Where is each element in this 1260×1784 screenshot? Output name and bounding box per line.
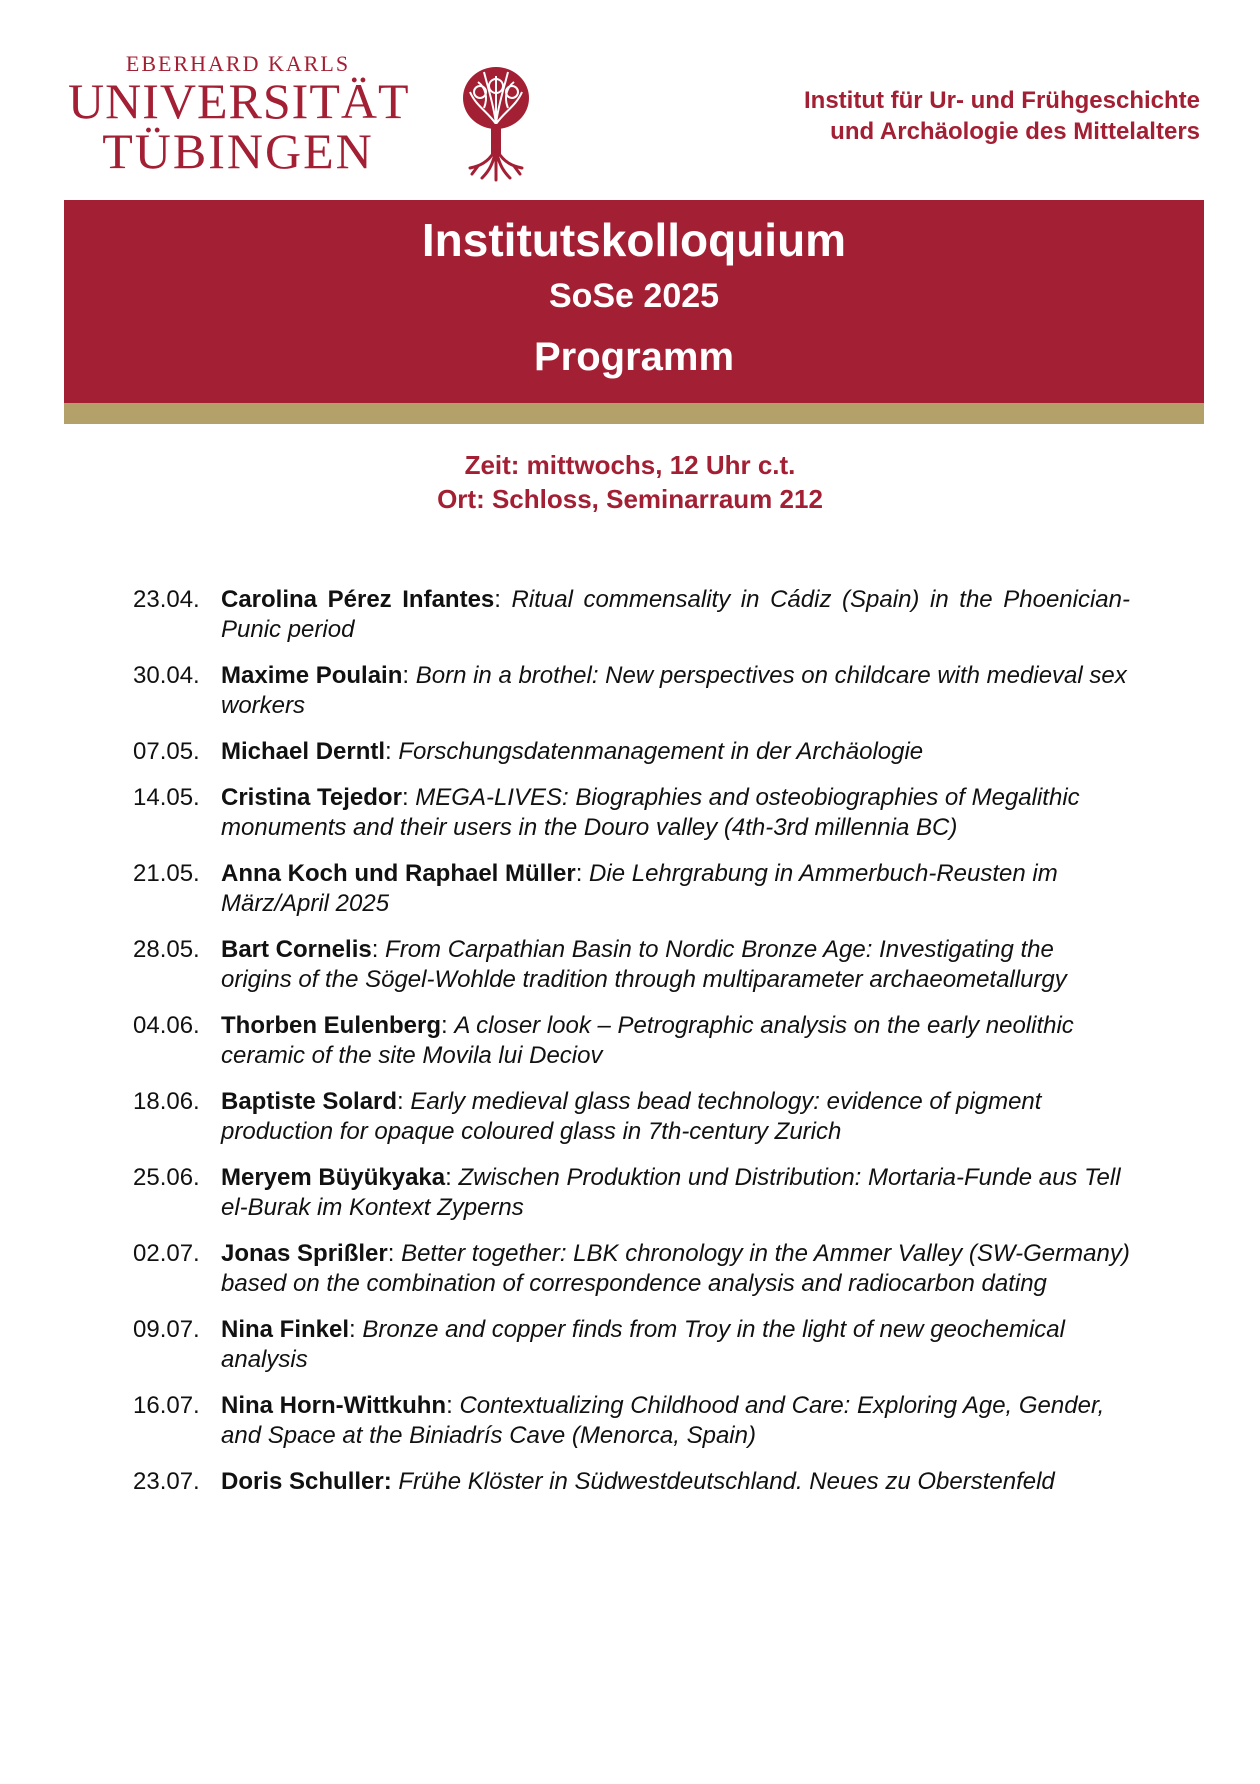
talk-row [133,1467,1130,1497]
talk-title: Bronze and copper finds from Troy in the light of new geochemical analysis [221,1316,1065,1373]
institute-line-2: und Archäologie des Mittelalters [830,118,1200,145]
talk-title: A closer look – Petrographic analysis on the early neolithic ceramic of the site Movila lui Deciov [221,1012,1074,1069]
talk-entry [221,783,1130,843]
talk-entry [221,1391,1130,1451]
talk-separator: : [441,1012,455,1039]
semester-label: SoSe 2025 [548,277,720,315]
talk-separator: : [402,662,416,689]
talk-speaker: Michael Derntl [221,738,386,765]
talk-date: 23.04. [133,586,200,613]
talk-row [133,1239,1130,1299]
talk-separator: : [401,784,416,811]
talk-title: From Carpathian Basin to Nordic Bronze Age: Investigating the origins of the Sögel-Wohlde tradition through multiparameter archaeometallurgy [221,936,1067,993]
talk-title: Forschungsdatenmanagement in der Archäologie [398,738,924,765]
talk-row [133,1315,1130,1375]
talk-separator: : [397,1088,411,1115]
talk-title: Born in a brothel: New perspectives on childcare with medieval sex workers [221,662,1127,719]
talk-row [133,1163,1130,1223]
talk-entry [221,1467,1130,1497]
institute-name [680,85,1200,147]
university-logo [68,51,410,179]
talk-speaker: Cristina Tejedor [221,784,402,811]
program-heading: Programm [533,335,735,379]
time-info: Zeit: mittwochs, 12 Uhr c.t. [464,450,796,480]
talk-speaker: Nina Finkel [221,1316,350,1343]
talk-speaker: Jonas Sprißler [221,1240,388,1267]
talk-schedule [133,585,1130,1513]
talk-entry [221,1315,1130,1375]
logo-line-3: TÜBINGEN [102,123,374,179]
talk-date: 30.04. [133,662,200,689]
institute-line-1: Institut für Ur- und Frühgeschichte [804,87,1200,114]
talk-entry [221,661,1130,721]
title-banner [64,200,1204,403]
talk-entry [221,1239,1130,1299]
talk-row [133,1391,1130,1451]
talk-separator: : [494,586,512,613]
talk-speaker: Carolina Pérez Infantes [221,586,495,613]
talk-date: 09.07. [133,1316,200,1343]
talk-date: 02.07. [133,1240,200,1267]
talk-row [133,1087,1130,1147]
talk-entry [221,1163,1130,1223]
talk-title: Die Lehrgrabung in Ammerbuch-Reusten im März/April 2025 [221,860,1058,917]
talk-entry [221,585,1130,645]
talk-entry [221,859,1130,919]
talk-separator: : [387,1240,402,1267]
talk-date: 18.06. [133,1088,200,1115]
talk-title: MEGA-LIVES: Biographies and osteobiographies of Megalithic monuments and their users in the Douro valley (4th-3rd millennia BC) [221,784,1080,841]
talk-separator: : [575,860,590,887]
talk-title: Contextualizing Childhood and Care: Exploring Age, Gender, and Space at the Biniadrís Cave (Menorca, Spain) [221,1392,1105,1449]
talk-row [133,859,1130,919]
tree-emblem-icon [458,62,534,182]
talk-row [133,1011,1130,1071]
talk-row [133,585,1130,645]
talk-entry [221,737,1130,767]
logo-line-2: UNIVERSITÄT [68,73,410,129]
talk-speaker: Anna Koch und Raphael Müller [221,860,576,887]
accent-divider [64,403,1204,424]
talk-row [133,737,1130,767]
talk-separator: : [371,936,386,963]
talk-title: Ritual commensality in Cádiz (Spain) in the Phoenician-Punic period [221,586,1130,643]
talk-entry [221,935,1130,995]
talk-row [133,783,1130,843]
talk-speaker: Bart Cornelis [221,936,372,963]
talk-speaker: Baptiste Solard [221,1088,398,1115]
talk-date: 04.06. [133,1012,200,1039]
talk-speaker: Thorben Eulenberg [221,1012,442,1039]
talk-date: 23.07. [133,1468,200,1495]
talk-separator: : [445,1164,459,1191]
talk-date: 21.05. [133,860,200,887]
talk-title: Better together: LBK chronology in the Ammer Valley (SW-Germany) based on the combination of correspondence analysis and radiocarbon dating [221,1240,1130,1297]
talk-date: 07.05. [133,738,200,765]
talk-speaker: Doris Schuller: [221,1468,392,1495]
talk-date: 28.05. [133,936,200,963]
talk-title: Early medieval glass bead technology: evidence of pigment production for opaque coloured glass in 7th-century Zurich [221,1088,1042,1145]
logo-line-1: EBERHARD KARLS [125,51,351,76]
talk-date: 16.07. [133,1392,200,1419]
talk-entry [221,1011,1130,1071]
talk-title: Frühe Klöster in Südwestdeutschland. Neues zu Oberstenfeld [398,1468,1055,1495]
talk-separator: : [446,1392,460,1419]
time-place-info [0,448,1260,516]
talk-date: 14.05. [133,784,200,811]
talk-speaker: Meryem Büyükyaka [221,1164,446,1191]
talk-entry [221,1087,1130,1147]
talk-speaker: Nina Horn-Wittkuhn [221,1392,447,1419]
page-title: Institutskolloquium [421,214,847,266]
talk-row [133,935,1130,995]
talk-date: 25.06. [133,1164,200,1191]
talk-separator: : [385,738,399,765]
talk-separator: : [349,1316,363,1343]
talk-title: Zwischen Produktion und Distribution: Mortaria-Funde aus Tell el-Burak im Kontext Zyperns [221,1164,1121,1221]
talk-row [133,661,1130,721]
place-info: Ort: Schloss, Seminarraum 212 [437,484,823,514]
talk-speaker: Maxime Poulain [221,662,403,689]
